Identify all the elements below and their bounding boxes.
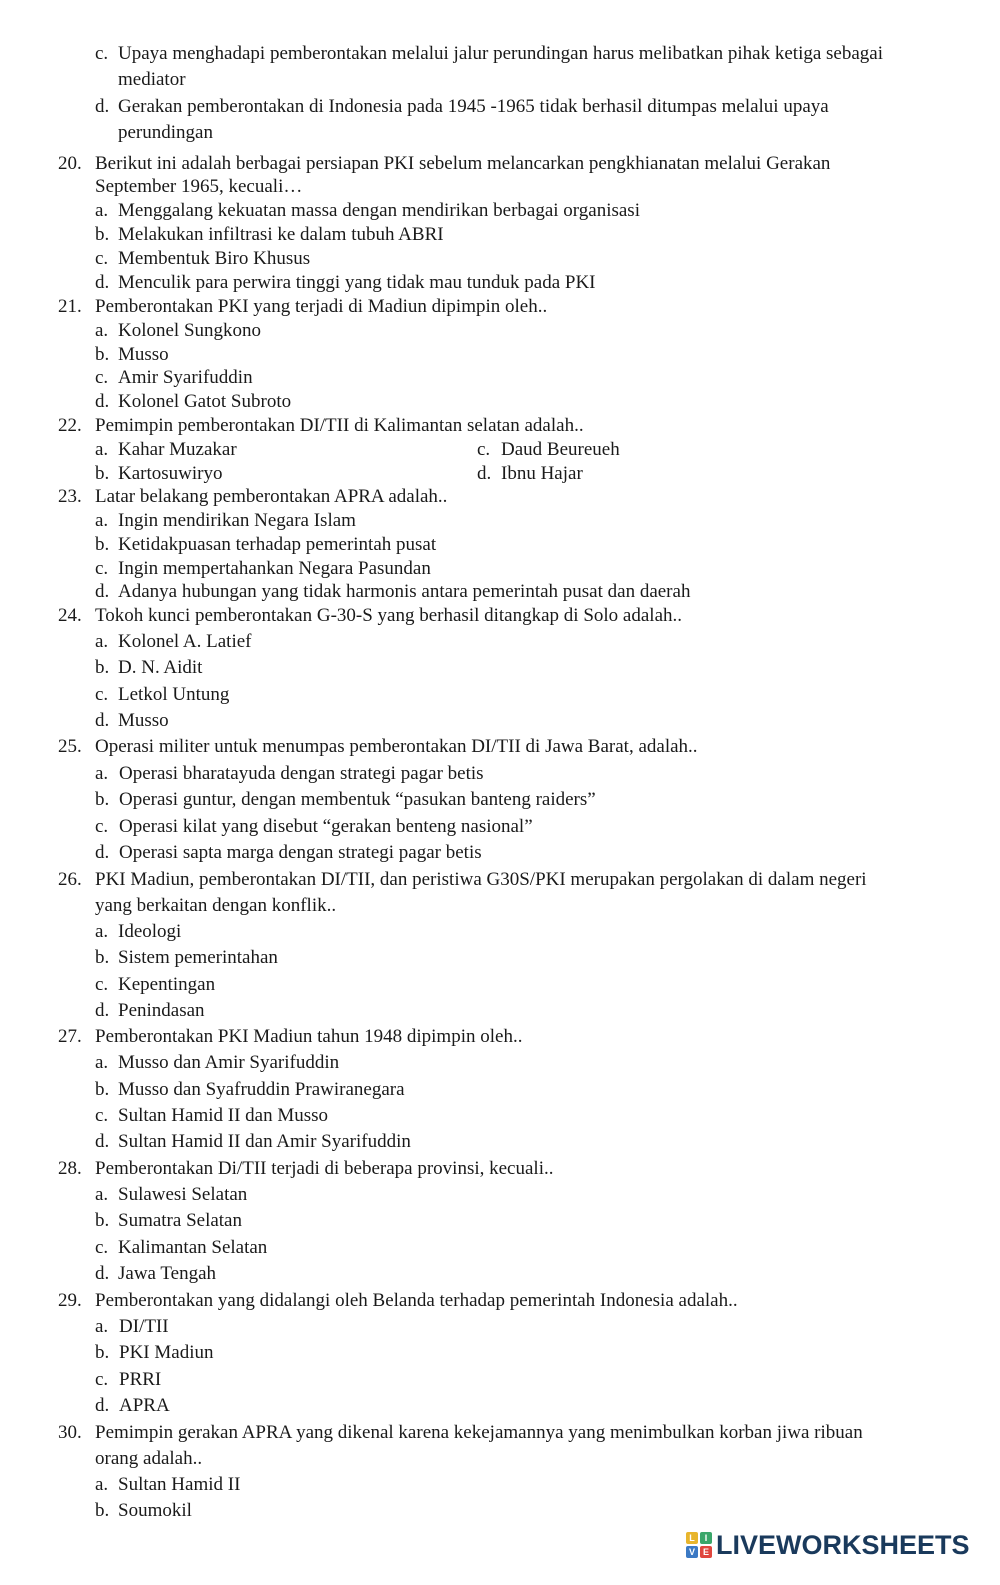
logo-icon bbox=[686, 1532, 712, 1558]
option-letter: c. bbox=[95, 367, 109, 388]
option-letter: d. bbox=[95, 272, 110, 293]
question-text: Pemimpin pemberontakan DI/TII di Kalimantan selatan adalah.. bbox=[95, 415, 584, 436]
question-text: Latar belakang pemberontakan APRA adalah.. bbox=[95, 486, 448, 507]
option-letter: d. bbox=[95, 1131, 110, 1152]
option-letter: c. bbox=[95, 43, 109, 64]
option-text: DI/TII bbox=[119, 1316, 169, 1337]
option-letter: a. bbox=[95, 631, 109, 652]
question-number: 24. bbox=[58, 605, 82, 626]
question-text: Berikut ini adalah berbagai persiapan PKI sebelum melancarkan pengkhianatan melalui Gerakan bbox=[95, 153, 831, 174]
option-letter: b. bbox=[95, 534, 110, 555]
question-text: Pemberontakan PKI Madiun tahun 1948 dipimpin oleh.. bbox=[95, 1026, 523, 1047]
option-text: Kolonel A. Latief bbox=[118, 631, 252, 652]
option-letter: d. bbox=[95, 710, 110, 731]
option-letter: b. bbox=[95, 1342, 110, 1363]
option-text: Upaya menghadapi pemberontakan melalui jalur perundingan harus melibatkan pihak ketiga sebagai bbox=[118, 43, 884, 64]
option-letter: b. bbox=[95, 463, 110, 484]
option-letter: a. bbox=[95, 1052, 109, 1073]
liveworksheets-logo bbox=[686, 1530, 970, 1560]
option-text: Kahar Muzakar bbox=[118, 439, 237, 460]
option-text: Sistem pemerintahan bbox=[118, 947, 278, 968]
option-text: Operasi kilat yang disebut “gerakan benteng nasional” bbox=[119, 816, 533, 837]
option-letter: d. bbox=[95, 842, 110, 863]
option-text: Operasi guntur, dengan membentuk “pasukan banteng raiders” bbox=[119, 789, 596, 810]
option-letter: d. bbox=[95, 581, 110, 602]
option-letter: c. bbox=[95, 558, 109, 579]
option-letter: c. bbox=[477, 439, 491, 460]
question-text: Pemimpin gerakan APRA yang dikenal karena kekejamannya yang menimbulkan korban jiwa ribuan bbox=[95, 1422, 863, 1443]
question-text-cont: yang berkaitan dengan konflik.. bbox=[95, 895, 337, 916]
option-text: D. N. Aidit bbox=[118, 657, 203, 678]
question-text: Pemberontakan Di/TII terjadi di beberapa provinsi, kecuali.. bbox=[95, 1158, 554, 1179]
option-letter: d. bbox=[95, 391, 110, 412]
option-letter: a. bbox=[95, 763, 109, 784]
option-text: Amir Syarifuddin bbox=[118, 367, 253, 388]
question-text: Tokoh kunci pemberontakan G-30-S yang berhasil ditangkap di Solo adalah.. bbox=[95, 605, 683, 626]
logo-tile: V bbox=[686, 1546, 698, 1558]
option-letter: c. bbox=[95, 1105, 109, 1126]
question-number: 20. bbox=[58, 153, 82, 174]
option-letter: d. bbox=[95, 96, 110, 117]
option-letter: b. bbox=[95, 344, 110, 365]
question-number: 21. bbox=[58, 296, 82, 317]
option-text: Kartosuwiryo bbox=[118, 463, 223, 484]
option-text: Soumokil bbox=[118, 1500, 192, 1521]
option-text: Musso dan Syafruddin Prawiranegara bbox=[118, 1079, 405, 1100]
option-letter: a. bbox=[95, 439, 109, 460]
option-letter: b. bbox=[95, 1210, 110, 1231]
question-number: 27. bbox=[58, 1026, 82, 1047]
question-text: Pemberontakan PKI yang terjadi di Madiun dipimpin oleh.. bbox=[95, 296, 548, 317]
question-number: 30. bbox=[58, 1422, 82, 1443]
logo-tile: E bbox=[700, 1546, 712, 1558]
option-text: Operasi sapta marga dengan strategi pagar betis bbox=[119, 842, 482, 863]
logo-tile: I bbox=[700, 1532, 712, 1544]
question-text-cont: orang adalah.. bbox=[95, 1448, 203, 1469]
option-text: PRRI bbox=[119, 1369, 162, 1390]
question-text: Operasi militer untuk menumpas pemberontakan DI/TII di Jawa Barat, adalah.. bbox=[95, 736, 698, 757]
option-text: Daud Beureueh bbox=[501, 439, 620, 460]
option-letter: d. bbox=[95, 1000, 110, 1021]
logo-text: LIVEWORKSHEETS bbox=[716, 1529, 970, 1560]
option-letter: c. bbox=[95, 974, 109, 995]
option-text: Musso dan Amir Syarifuddin bbox=[118, 1052, 340, 1073]
option-text: Sultan Hamid II bbox=[118, 1474, 241, 1495]
option-text: Sulawesi Selatan bbox=[118, 1184, 248, 1205]
option-text: Membentuk Biro Khusus bbox=[118, 248, 311, 269]
option-letter: c. bbox=[95, 684, 109, 705]
question-number: 22. bbox=[58, 415, 82, 436]
option-letter: c. bbox=[95, 1237, 109, 1258]
option-text: Menculik para perwira tinggi yang tidak mau tunduk pada PKI bbox=[118, 272, 596, 293]
option-text: Ibnu Hajar bbox=[501, 463, 583, 484]
option-letter: a. bbox=[95, 921, 109, 942]
option-text: Musso bbox=[118, 344, 169, 365]
option-text: Musso bbox=[118, 710, 169, 731]
question-number: 23. bbox=[58, 486, 82, 507]
option-text: Sultan Hamid II dan Amir Syarifuddin bbox=[118, 1131, 411, 1152]
option-text: Melakukan infiltrasi ke dalam tubuh ABRI bbox=[118, 224, 444, 245]
option-text: Kolonel Sungkono bbox=[118, 320, 262, 341]
option-text: Operasi bharatayuda dengan strategi pagar betis bbox=[119, 763, 484, 784]
option-text: Menggalang kekuatan massa dengan mendirikan berbagai organisasi bbox=[118, 200, 640, 221]
logo-tile: L bbox=[686, 1532, 698, 1544]
option-letter: c. bbox=[95, 816, 109, 837]
option-text-cont: perundingan bbox=[118, 122, 213, 143]
option-text: Kalimantan Selatan bbox=[118, 1237, 268, 1258]
question-text: Pemberontakan yang didalangi oleh Belanda terhadap pemerintah Indonesia adalah.. bbox=[95, 1290, 738, 1311]
option-text: Ingin mempertahankan Negara Pasundan bbox=[118, 558, 431, 579]
option-letter: b. bbox=[95, 1079, 110, 1100]
option-text: Letkol Untung bbox=[118, 684, 230, 705]
option-text: Kepentingan bbox=[118, 974, 216, 995]
option-letter: b. bbox=[95, 947, 110, 968]
option-text: Ketidakpuasan terhadap pemerintah pusat bbox=[118, 534, 437, 555]
option-text: Sultan Hamid II dan Musso bbox=[118, 1105, 329, 1126]
question-text: PKI Madiun, pemberontakan DI/TII, dan peristiwa G30S/PKI merupakan pergolakan di dalam negeri bbox=[95, 869, 867, 890]
option-letter: c. bbox=[95, 248, 109, 269]
option-letter: a. bbox=[95, 1474, 109, 1495]
option-letter: a. bbox=[95, 320, 109, 341]
option-letter: a. bbox=[95, 200, 109, 221]
option-letter: a. bbox=[95, 1316, 109, 1337]
option-text: APRA bbox=[119, 1395, 170, 1416]
question-number: 29. bbox=[58, 1290, 82, 1311]
option-text: Sumatra Selatan bbox=[118, 1210, 242, 1231]
option-text: Gerakan pemberontakan di Indonesia pada 1945 -1965 tidak berhasil ditumpas melalui upaya bbox=[118, 96, 829, 117]
question-number: 26. bbox=[58, 869, 82, 890]
option-letter: b. bbox=[95, 224, 110, 245]
option-text: Ideologi bbox=[118, 921, 182, 942]
option-text: PKI Madiun bbox=[119, 1342, 214, 1363]
option-letter: a. bbox=[95, 1184, 109, 1205]
option-letter: a. bbox=[95, 510, 109, 531]
option-text-cont: mediator bbox=[118, 69, 186, 90]
option-letter: d. bbox=[477, 463, 492, 484]
option-letter: b. bbox=[95, 789, 110, 810]
question-number: 25. bbox=[58, 736, 82, 757]
option-text: Ingin mendirikan Negara Islam bbox=[118, 510, 356, 531]
option-text: Jawa Tengah bbox=[118, 1263, 217, 1284]
option-letter: c. bbox=[95, 1369, 109, 1390]
option-text: Adanya hubungan yang tidak harmonis antara pemerintah pusat dan daerah bbox=[118, 581, 691, 602]
option-letter: d. bbox=[95, 1263, 110, 1284]
option-letter: b. bbox=[95, 1500, 110, 1521]
option-text: Kolonel Gatot Subroto bbox=[118, 391, 292, 412]
option-letter: d. bbox=[95, 1395, 110, 1416]
option-letter: b. bbox=[95, 657, 110, 678]
question-text-cont: September 1965, kecuali… bbox=[95, 176, 303, 197]
option-text: Penindasan bbox=[118, 1000, 205, 1021]
question-number: 28. bbox=[58, 1158, 82, 1179]
